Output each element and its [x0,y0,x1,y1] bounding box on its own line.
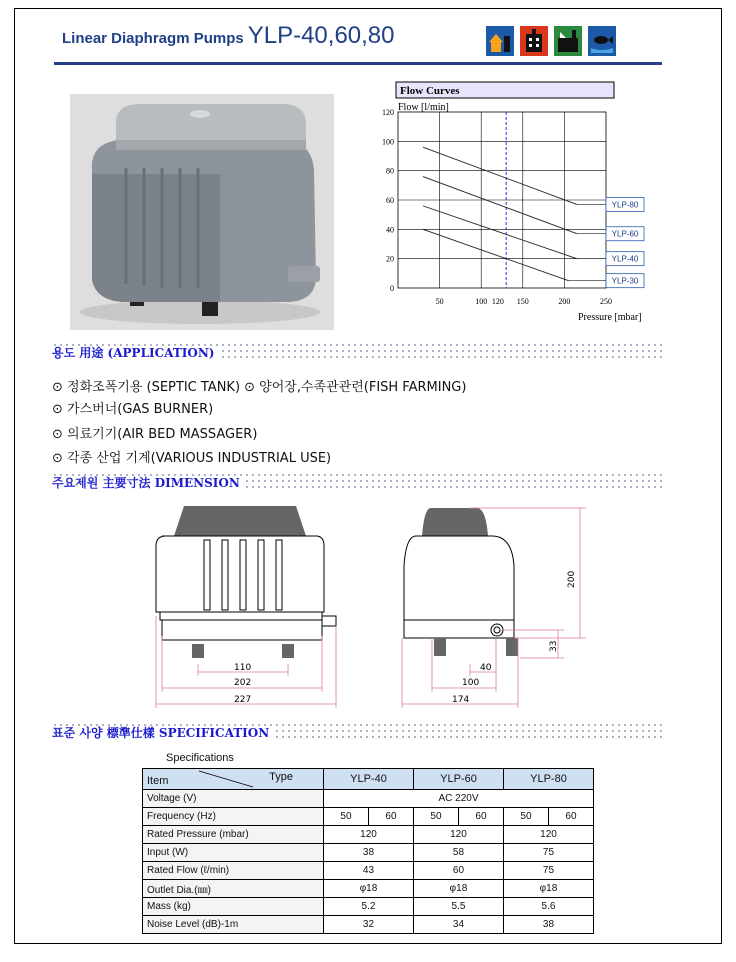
spec-header-row [143,769,594,790]
y-tick-label: 120 [382,108,394,117]
y-axis-label: Flow [l/min] [398,102,449,113]
x-axis-label: Pressure [mbar] [578,312,642,323]
application-item: ⊙ 가스버너(GAS BURNER) [52,402,214,417]
series-label: YLP-40 [611,254,639,264]
application-item: ⊙ 각종 산업 기계(VARIOUS INDUSTRIAL USE) [52,451,332,466]
x-tick-label: 120 [491,297,504,306]
specification-table [142,768,594,934]
fish-icon [588,26,616,56]
model-header: YLP-60 [413,769,503,790]
chart-ticks [382,108,612,306]
spec-row: Noise Level (dB)-1m 32 34 38 [143,916,594,934]
item-type-cell: Item Type [143,769,324,790]
title-underline [54,62,662,65]
x-tick-label: 200 [558,297,571,306]
y-tick-label: 60 [386,196,394,205]
dim-100: 100 [462,678,480,688]
dim-40: 40 [480,663,492,673]
y-tick-label: 40 [386,225,394,235]
dim-227: 227 [234,695,252,705]
series-line [423,177,577,234]
spec-caption: Specifications [166,752,234,764]
x-tick-label: 150 [516,297,529,306]
series-label: YLP-30 [611,276,639,286]
title-large: YLP-40,60,80 [247,22,395,49]
dim-200: 200 [567,570,577,588]
y-tick-label: 80 [386,166,394,176]
building-icon [520,26,548,56]
series-line [423,229,569,280]
chart-title: Flow Curves [400,85,460,97]
chart-series [423,147,606,280]
x-tick-label: 50 [435,297,444,306]
x-tick-label: 100 [475,297,488,306]
specification-heading: 표준 사양 標準仕樣 SPECIFICATION [52,722,662,740]
model-header: YLP-80 [503,769,593,790]
application-item: ⊙ 의료기기(AIR BED MASSAGER) [52,427,258,442]
y-tick-label: 0 [390,284,394,293]
model-header: YLP-40 [324,769,414,790]
dim-202: 202 [234,678,252,688]
application-item: ⊙ 정화조폭기용 (SEPTIC TANK) ⊙ 양어장,수족관관련(FISH FARMING) [52,380,467,395]
dimension-drawing [140,496,600,716]
dim-33: 33 [549,640,559,652]
pump-photo [70,94,334,330]
chart-grid [398,112,606,288]
y-tick-label: 20 [386,254,394,264]
x-tick-label: 250 [600,297,612,306]
spec-row: Rated Flow (ℓ/min) 43 60 75 [143,862,594,880]
spec-row: Mass (kg) 5.2 5.5 5.6 [143,898,594,916]
dim-174: 174 [452,695,470,705]
application-icons [486,26,616,56]
spec-row: Frequency (Hz) 50 60 50 60 50 60 [143,808,594,826]
factory-icon [554,26,582,56]
spec-row: Input (W) 38 58 75 [143,844,594,862]
application-heading: 용도 用途 (APPLICATION) [52,342,662,360]
dim-110: 110 [234,663,252,673]
title-small: Linear Diaphragm Pumps [62,30,244,47]
flow-curves-chart [370,80,666,330]
page-title [62,22,395,58]
series-line [423,206,577,259]
y-tick-label: 100 [382,137,394,147]
series-label: YLP-60 [611,229,639,239]
house-icon [486,26,514,56]
spec-row: Outlet Dia.(㎜) φ18 φ18 φ18 [143,880,594,898]
series-line [423,147,577,204]
dimension-heading: 주요제원 主要寸法 DIMENSION [52,472,662,490]
chart-series-labels [606,197,644,287]
series-label: YLP-80 [611,200,639,210]
spec-row: Voltage (V) AC 220V [143,790,594,808]
spec-row: Rated Pressure (mbar) 120 120 120 [143,826,594,844]
